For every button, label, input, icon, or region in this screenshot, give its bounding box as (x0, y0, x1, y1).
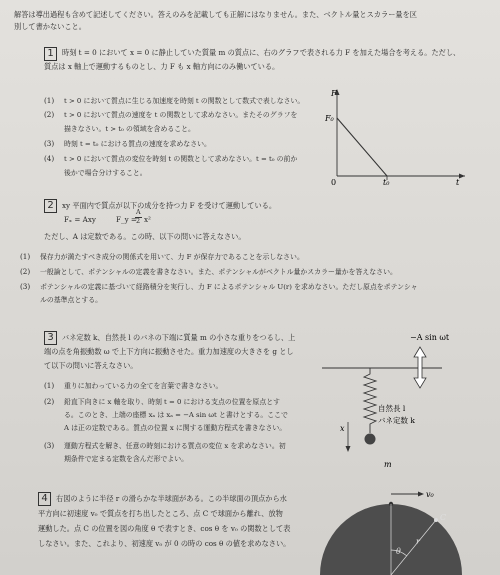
p1-line-1: 時刻 t = 0 において x = 0 に静止していた質量 m の質点に、右のグラフで表される力 F を加えた場合を考える。ただし、 (62, 48, 461, 57)
p2-q1-number: (1) (20, 252, 31, 261)
p2-fy-num: A (136, 208, 141, 216)
problem-2-number: 2 (44, 199, 57, 213)
p3-q1-number: (1) (44, 381, 55, 390)
graph-force-line (337, 118, 387, 176)
p3-q1-text: 重りに加わっている力の全てを言葉で書きなさい。 (64, 382, 223, 390)
fig-theta-label: θ (396, 547, 401, 556)
p2-line-1: xy 平面内で質点が以下の成分を持つ力 F を受けて運動している。 (62, 201, 277, 210)
p2-fy-rest: x² (144, 215, 151, 224)
fig-spring (364, 368, 376, 433)
p2-q3-text-2: ルの基準点とする。 (40, 296, 103, 304)
graph-f0-label: F₀ (325, 114, 334, 123)
problem-1-number: 1 (44, 47, 57, 61)
intro-line-1: 解答は導出過程も含めて記述してください。答えのみを記載しても正解にはなりません。また、ベクトル量とスカラー量を区 (14, 10, 417, 19)
p3-q3-text-2: 期条件で定まる定数を含んだ形でよい。 (64, 455, 189, 463)
hemisphere-figure (318, 478, 490, 575)
p2-q3-text-1: ポテンシャルの定義に基づいて経路積分を実行し、力 F によるポテンシャル U(r) を求めなさい。ただし原点をポテンシャ (40, 283, 418, 291)
fig-drive-label: −A sin ωt (410, 333, 450, 342)
fig-label-natural-length: 自然長 l (378, 404, 406, 413)
p3-q2-text-2: る。このとき、上端の座標 xₐ は xₐ = −A sin ωt と書けとする。ここで (64, 411, 288, 419)
fig-v0-label: v₀ (426, 490, 434, 499)
fig-m-label: m (384, 460, 392, 469)
p3-q3-number: (3) (44, 441, 55, 450)
fig-mass (365, 434, 376, 445)
p1-q1-text: t > 0 において質点に生じる加速度を時刻 t の関数として数式で表しなさい。 (64, 97, 305, 105)
p4-line-2: 平方向に初速度 v₀ で質点を打ち出したところ、点 C で球面から離れ、放物 (38, 509, 283, 518)
force-graph (325, 86, 470, 186)
graph-y-label: F (331, 89, 337, 98)
fig-c-label: C (440, 513, 447, 522)
graph-t0-label: t₀ (383, 178, 390, 186)
p4-line-1: 右図のように半径 r の滑らかな半球面がある。この半球面の頂点から水 (56, 494, 287, 503)
p1-q3-number: (3) (44, 139, 55, 148)
p3-q2-text-1: 鉛直下向きに x 軸を取り、時刻 t = 0 における支点の位置を原点とす (64, 398, 280, 406)
problem-4-number: 4 (38, 492, 51, 506)
problem-3-number: 3 (44, 331, 57, 345)
p3-line-2: 端の点を角振動数 ω で上下方向に振動させた。重力加速度の大きさを g とし (44, 347, 294, 356)
p4-line-3: 運動した。点 C の位置を図の角度 θ で表すとき、cos θ を v₀ の関数として表 (38, 524, 291, 533)
p2-q1-text: 保存力が満たすべき成分の関係式を用いて、力 F が保存力であることを示しなさい。 (40, 253, 304, 261)
graph-origin-label: 0 (331, 178, 337, 186)
graph-x-arrow (459, 174, 465, 179)
p2-fy-lhs: F_y = (116, 215, 137, 224)
p2-fx: Fₓ = Axy (64, 215, 96, 224)
p1-line-2: 質点は x 軸上で運動するものとし、力 F も x 軸方向にのみ働いている。 (44, 62, 280, 71)
p1-q2-text-1: t > 0 において質点の速度を t の関数として求めなさい。またそのグラフを (64, 111, 298, 119)
fig-v0-arrowhead (418, 492, 424, 497)
fig-x-arrow (346, 446, 351, 452)
p2-q3-number: (3) (20, 282, 31, 291)
p2-q2-number: (2) (20, 267, 31, 276)
p2-line-2: ただし、A は定数である。この時、以下の問いに答えなさい。 (44, 232, 246, 241)
p1-q2-text-2: 描きなさい。t > t₀ の領域を含めること。 (64, 125, 195, 133)
p4-line-4: しなさい。また、これより、初速度 v₀ が 0 の時の cos θ の値を求めなさい。 (38, 539, 291, 548)
spring-figure (318, 330, 488, 480)
p2-q2-text: 一般論として、ポテンシャルの定義を書きなさい。また、ポテンシャルがベクトル量かスカラー量かを答えなさい。 (40, 268, 397, 276)
p1-q4-number: (4) (44, 154, 55, 163)
p1-q4-text-2: 後かで場合分けすること。 (64, 169, 147, 177)
p1-q4-text-1: t > 0 において質点の変位を時刻 t の関数として求めなさい。t = t₀ の前か (64, 155, 298, 163)
fig-x-label: x (340, 424, 345, 433)
p3-q3-text-1: 運動方程式を解き、任意の時刻における質点の変位 x を求めなさい。初 (64, 442, 286, 450)
p3-q2-text-3: A は正の定数である。質点の位置 x に関する運動方程式を書きなさい。 (64, 424, 287, 432)
p3-line-3: て以下の問いに答えなさい。 (44, 361, 138, 370)
p1-q3-text: 時刻 t = t₀ における質点の速度を求めなさい。 (64, 140, 211, 148)
p3-q2-number: (2) (44, 397, 55, 406)
fig-point-c (434, 518, 438, 522)
fig-label-spring-const: バネ定数 k (378, 416, 415, 425)
intro-line-2: 別して書かないこと。 (14, 22, 86, 31)
graph-t-label: t (456, 178, 460, 186)
p3-line-1: バネ定数 k、自然長 l のバネの下端に質量 m の小さな重りをつるし、上 (62, 333, 296, 342)
p2-fy-den: 2 (136, 217, 141, 225)
p1-q2-number: (2) (44, 110, 55, 119)
fig-r-label: r (416, 537, 420, 546)
p1-q1-number: (1) (44, 96, 55, 105)
